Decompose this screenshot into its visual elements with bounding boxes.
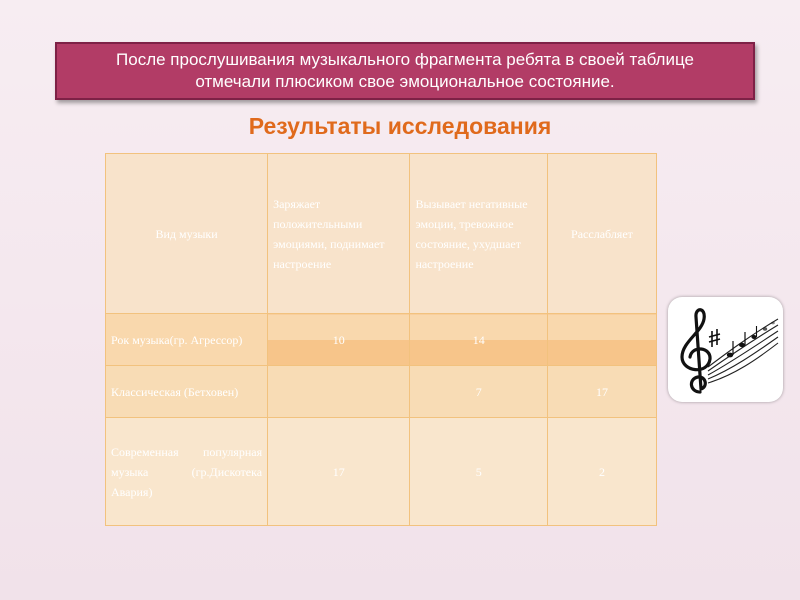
cell-pop-positive: 17: [268, 418, 410, 526]
cell-rock-relaxing: [547, 314, 656, 366]
cell-pop-relaxing: 2: [547, 418, 656, 526]
cell-rock-positive: 10: [268, 314, 410, 366]
cell-rock-negative: 14: [410, 314, 548, 366]
table-row: [106, 418, 657, 526]
results-heading: Результаты исследования: [248, 113, 552, 139]
cell-classical-positive: [268, 366, 410, 418]
cell-classical-relaxing: 17: [547, 366, 656, 418]
cell-pop-negative: 5: [410, 418, 548, 526]
treble-clef-notes-icon: [668, 297, 783, 402]
row-label-rock: Рок музыка(гр. Агрессор): [106, 314, 268, 366]
header-positive: Заряжает положительными эмоциями, поднимает настроение: [268, 154, 410, 314]
table-header-row: [106, 154, 657, 314]
row-label-classical: Классическая (Бетховен): [106, 366, 268, 418]
banner-line-1: После прослушивания музыкального фрагмента ребята в своей таблице: [116, 50, 694, 69]
table-row: [106, 366, 657, 418]
cell-classical-negative: 7: [410, 366, 548, 418]
intro-banner: [55, 42, 755, 100]
header-music-type: Вид музыки: [106, 154, 268, 314]
banner-line-2: отмечали плюсиком свое эмоциональное состояние.: [195, 72, 615, 91]
results-table: [105, 153, 657, 526]
row-label-pop: Современная популярная музыка (гр.Дискотека Авария): [106, 418, 268, 526]
header-relaxing: Расслабляет: [547, 154, 656, 314]
header-negative: Вызывает негативные эмоции, тревожное состояние, ухудшает настроение: [410, 154, 548, 314]
table-row: [106, 314, 657, 366]
